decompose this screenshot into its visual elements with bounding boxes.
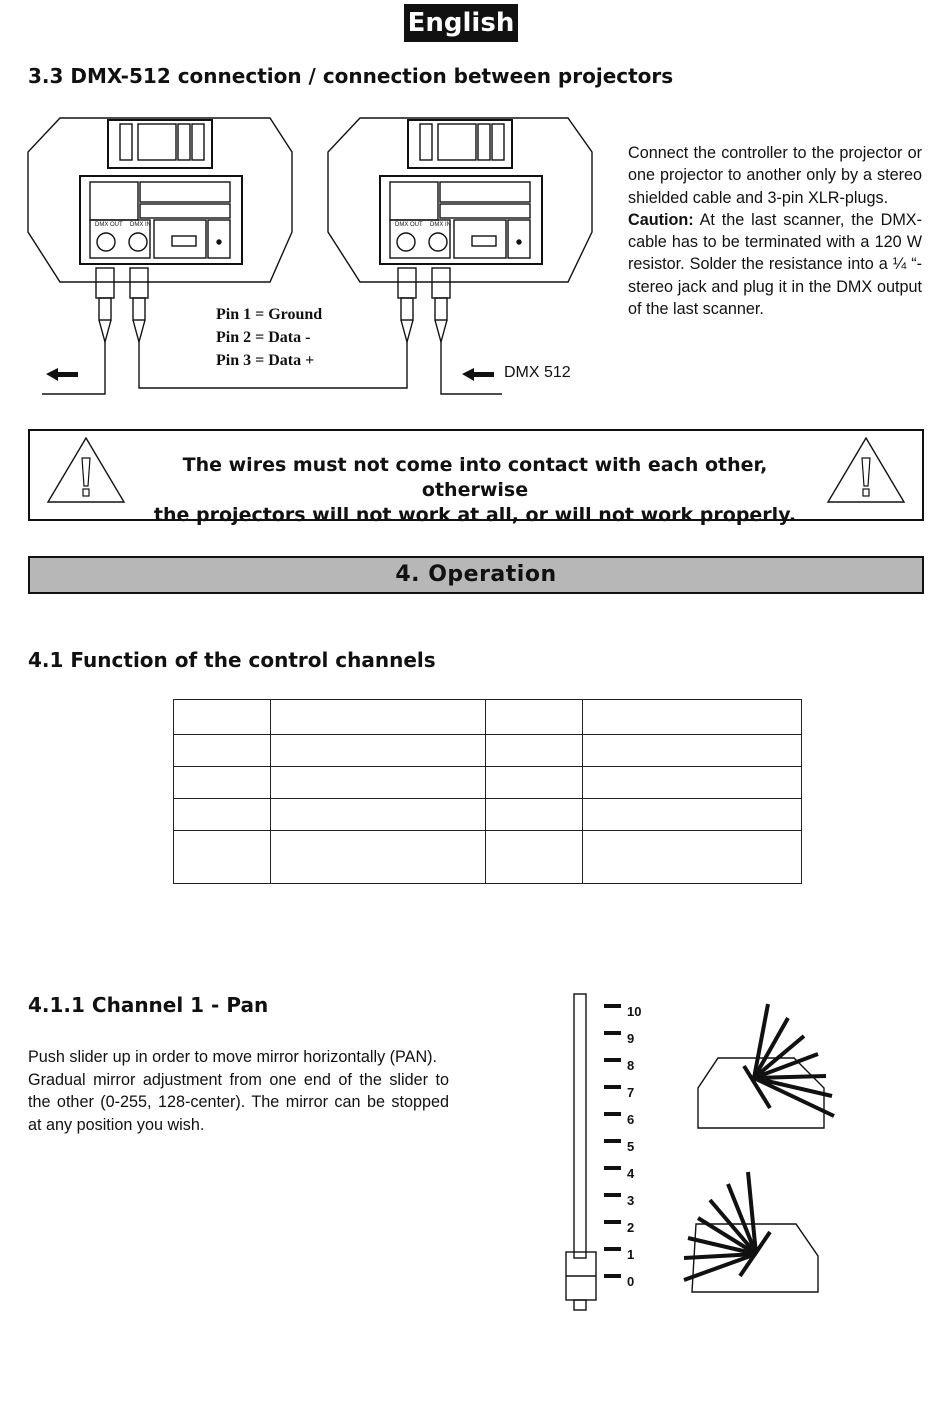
control-channels-table <box>173 699 802 884</box>
mirror-fan-top <box>744 1004 834 1116</box>
section-3-3-heading: 3.3 DMX-512 connection / connection between projectors <box>28 64 674 88</box>
connector-out-label-2: DMX OUT <box>395 222 423 228</box>
table-row <box>174 799 802 831</box>
slider-label-9: 9 <box>627 1031 635 1046</box>
slider-label-7: 7 <box>627 1085 635 1100</box>
pan-paragraph-2: Gradual mirror adjustment from one end of the slider to the other (0-255, 128-center). The mirror can be stopped at any position you wish. <box>28 1070 449 1134</box>
pan-description <box>28 1046 449 1136</box>
cable-right <box>441 342 502 394</box>
dmx-512-label: DMX 512 <box>504 364 571 381</box>
warning-triangle-left-icon <box>46 436 126 504</box>
warning-line-2: the projectors will not work at all, or will not work properly. <box>153 504 797 526</box>
pin-2-label: Pin 2 = Data - <box>216 329 311 346</box>
section-4-1-heading: 4.1 Function of the control channels <box>28 648 436 672</box>
connection-instructions <box>628 142 922 320</box>
table-row <box>174 735 802 767</box>
slider-scale-ticks <box>604 1004 621 1278</box>
xlr-plug-in-2 <box>432 268 450 342</box>
mirror-fan-bottom <box>684 1172 770 1280</box>
warning-triangle-right-icon <box>826 436 906 504</box>
slider-label-4: 4 <box>627 1166 635 1181</box>
pin-1-label: Pin 1 = Ground <box>216 306 323 323</box>
xlr-plug-in-1 <box>130 268 148 342</box>
pin-3-label: Pin 3 = Data + <box>216 352 315 369</box>
connection-paragraph: Connect the controller to the projector or one projector to another only by a stereo shielded cable and 3-pin XLR-plugs. <box>628 144 922 207</box>
section-4-1-1-heading: 4.1.1 Channel 1 - Pan <box>28 993 269 1017</box>
dmx-connection-diagram <box>20 112 620 402</box>
warning-line-1: The wires must not come into contact with each other, otherwise <box>182 454 768 501</box>
pan-paragraph-1: Push slider up in order to move mirror horizontally (PAN). <box>28 1048 438 1066</box>
caution-label: Caution: <box>628 210 694 229</box>
xlr-plug-out-1 <box>96 268 114 342</box>
slider-label-5: 5 <box>627 1139 635 1154</box>
slider-label-1: 1 <box>627 1247 635 1262</box>
operation-section-heading: 4. Operation <box>28 556 924 594</box>
slider-label-10: 10 <box>627 1004 642 1019</box>
warning-text <box>130 453 820 528</box>
slider-scale-labels <box>627 998 641 1295</box>
language-tab: English <box>404 4 518 42</box>
table-row <box>174 831 802 884</box>
caution-text: At the last scanner, the DMX-cable has to be terminated with a 120 W resistor. Solder the resistance into a ¼ “-stereo jack and plug it in the DMX output of the last scanner. <box>628 210 922 319</box>
mirror-pan-illustration <box>676 996 846 1306</box>
xlr-plug-out-2 <box>398 268 416 342</box>
connector-out-label-1: DMX OUT <box>95 222 123 228</box>
slider-label-0: 0 <box>627 1274 635 1289</box>
table-row <box>174 767 802 799</box>
slider-label-6: 6 <box>627 1112 635 1127</box>
caution-paragraph <box>628 209 922 320</box>
connector-in-label-1: DMX IN <box>130 222 151 228</box>
connector-in-label-2: DMX IN <box>430 222 451 228</box>
slider-label-8: 8 <box>627 1058 635 1073</box>
slider-label-3: 3 <box>627 1193 635 1208</box>
table-row <box>174 700 802 735</box>
slider-label-2: 2 <box>627 1220 635 1235</box>
cable-left <box>42 342 105 394</box>
